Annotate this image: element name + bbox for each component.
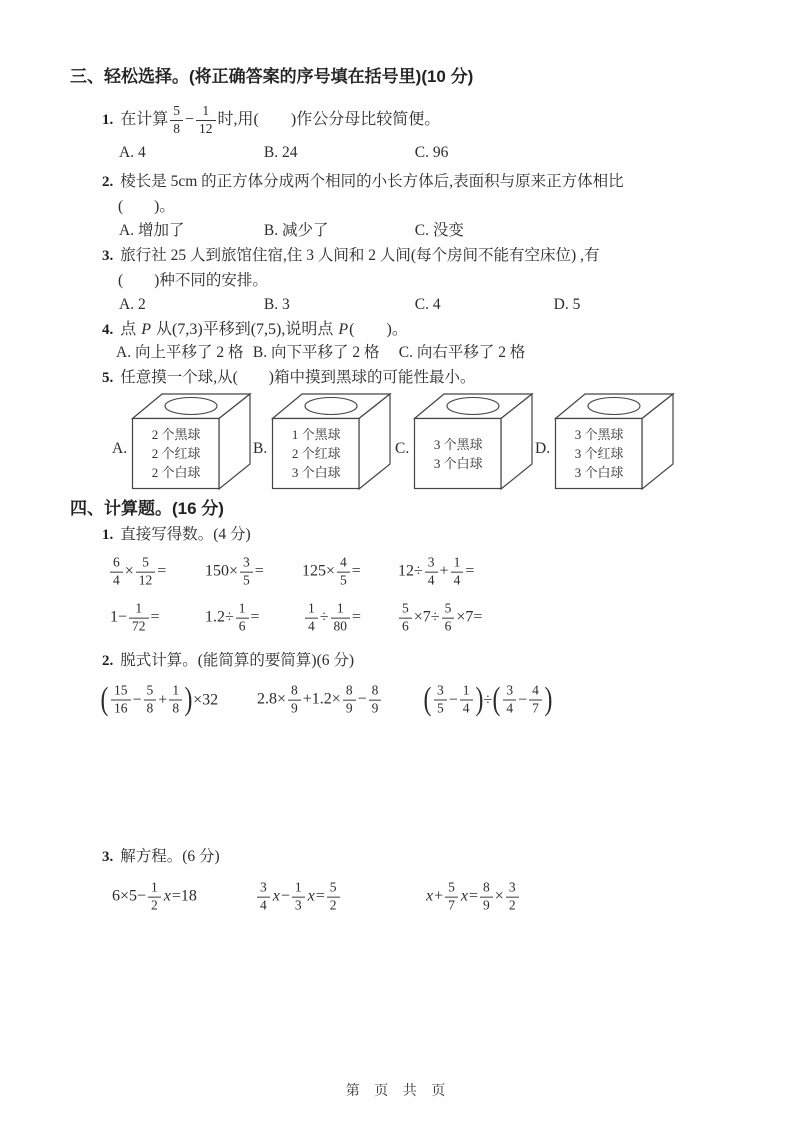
ball-box-cube — [271, 392, 393, 490]
math-text: = — [254, 563, 264, 580]
math-text: = — [352, 609, 362, 626]
denominator: 8 — [170, 120, 183, 137]
option: B. 24 — [263, 144, 298, 161]
fraction — [337, 556, 350, 589]
numerator: 8 — [345, 682, 353, 698]
box-line: 3 个红球 — [574, 446, 624, 461]
math-text: 2.8× — [257, 691, 287, 708]
fraction — [136, 556, 156, 589]
question-1-text — [120, 104, 440, 137]
option: B. 减少了 — [263, 222, 329, 239]
denominator: 4 — [257, 897, 270, 914]
denominator: 9 — [288, 700, 301, 717]
fraction — [144, 684, 157, 717]
sub-question-1-label: 直接写得数。(4 分) — [120, 526, 251, 543]
numerator: 3 — [260, 879, 267, 895]
option: A. 增加了 — [119, 222, 185, 239]
denominator: 4 — [110, 572, 123, 589]
numerator: 15 — [114, 682, 128, 698]
fraction — [305, 602, 318, 635]
question-4-options — [116, 342, 793, 364]
math-text: ÷ — [319, 609, 329, 626]
sub-question-3-number: 3. — [102, 849, 114, 865]
fraction — [240, 556, 253, 589]
fraction — [111, 684, 131, 717]
expression — [112, 881, 197, 914]
math-text: 125× — [302, 563, 336, 580]
numerator: 5 — [448, 879, 455, 895]
question-2-number: 2. — [102, 174, 114, 190]
numerator: 3 — [243, 554, 250, 570]
fraction — [451, 556, 464, 589]
math-text: = — [315, 888, 325, 905]
math-text: 在计算 — [120, 111, 169, 128]
math-text: 从(7,3)平移到(7,5),说明点 — [152, 321, 338, 338]
box-label: B. — [253, 440, 268, 457]
fraction — [425, 556, 438, 589]
question-1 — [102, 98, 793, 142]
box-contents — [415, 419, 501, 488]
question-4-number: 4. — [102, 322, 114, 338]
math-text: ( )。 — [349, 321, 408, 338]
ball-box-cube — [131, 392, 253, 490]
box-line: 2 个红球 — [151, 446, 201, 461]
numerator: 1 — [202, 102, 210, 118]
question-5 — [102, 366, 793, 390]
section-3-heading: 三、轻松选择。(将正确答案的序号填在括号里)(10 分) — [70, 67, 474, 86]
direct-calc-row-1 — [0, 549, 793, 595]
math-text: = — [351, 563, 361, 580]
fraction — [445, 881, 458, 914]
denominator: 12 — [136, 572, 156, 589]
variable: x — [163, 888, 171, 905]
big-paren: ) — [184, 681, 193, 718]
question-2-text: 棱长是 5cm 的正方体分成两个相同的小长方体后,表面积与原来正方体相比 — [120, 173, 624, 190]
denominator: 2 — [506, 897, 519, 914]
fraction — [236, 602, 249, 635]
fraction — [169, 684, 182, 717]
expression — [100, 681, 219, 718]
fraction — [369, 684, 382, 717]
numerator: 1 — [336, 600, 344, 616]
math-text: 1.2÷ — [205, 609, 234, 626]
option: B. 向下平移了 2 格 — [252, 344, 380, 361]
numerator: 1 — [294, 879, 302, 895]
fraction — [288, 684, 301, 717]
fraction — [399, 602, 412, 635]
option: C. 4 — [414, 296, 441, 313]
denominator: 4 — [460, 700, 473, 717]
box-label: D. — [535, 440, 551, 457]
denominator: 12 — [196, 120, 216, 137]
numerator: 5 — [329, 879, 337, 895]
fraction — [480, 881, 493, 914]
sub-question-3 — [102, 845, 793, 869]
numerator: 3 — [437, 682, 444, 698]
question-2-continuation: ( )。 — [118, 198, 175, 215]
math-text: − — [518, 691, 528, 708]
question-3-number: 3. — [102, 248, 114, 264]
math-text: + — [439, 563, 449, 580]
numerator: 5 — [146, 682, 154, 698]
math-text: × — [124, 563, 134, 580]
denominator: 6 — [399, 618, 412, 635]
big-paren: ( — [100, 681, 109, 718]
math-text: − — [357, 691, 367, 708]
expression — [205, 556, 264, 589]
math-text: = — [157, 563, 167, 580]
denominator: 72 — [129, 618, 149, 635]
denominator: 4 — [425, 572, 438, 589]
box-line: 2 个红球 — [291, 446, 341, 461]
math-text: − — [280, 888, 290, 905]
denominator: 5 — [434, 700, 447, 717]
denominator: 8 — [144, 700, 157, 717]
ball-boxes-row — [0, 392, 793, 494]
ball-box-cube — [413, 392, 535, 490]
ball-box-cube — [554, 392, 676, 490]
work-space — [0, 725, 793, 845]
denominator: 8 — [169, 700, 182, 717]
sub-question-1 — [102, 523, 793, 547]
variable: x — [426, 888, 434, 905]
option: B. 3 — [263, 296, 290, 313]
equations-row — [0, 871, 793, 923]
denominator: 4 — [503, 700, 516, 717]
denominator: 2 — [148, 897, 161, 914]
big-paren: ) — [475, 681, 483, 718]
math-text: − — [132, 691, 142, 708]
fraction — [327, 881, 340, 914]
fraction — [148, 881, 161, 914]
math-text: 点 — [120, 321, 141, 338]
numerator: 3 — [508, 879, 516, 895]
fraction — [503, 684, 516, 717]
box-contents — [273, 419, 359, 488]
numerator: 5 — [444, 600, 452, 616]
expression — [257, 684, 383, 717]
sub-question-3-label: 解方程。(6 分) — [120, 848, 220, 865]
numerator: 8 — [291, 682, 298, 698]
numerator: 8 — [483, 879, 490, 895]
denominator: 6 — [236, 618, 249, 635]
question-4-text — [120, 321, 408, 338]
denominator: 3 — [292, 897, 305, 914]
box-contents — [133, 419, 219, 488]
page-footer: 第 页 共 页 — [345, 1084, 448, 1099]
fraction — [331, 602, 351, 635]
question-3-continuation: ( )种不同的安排。 — [118, 272, 268, 289]
math-text: = — [465, 563, 475, 580]
box-line: 2 个白球 — [151, 465, 201, 480]
numerator: 5 — [402, 600, 409, 616]
fraction — [292, 881, 305, 914]
sub-question-2 — [102, 649, 793, 673]
sub-question-1-number: 1. — [102, 527, 114, 543]
expression — [423, 681, 553, 718]
question-3-options — [119, 294, 793, 316]
option: C. 没变 — [414, 222, 464, 239]
option: D. 5 — [553, 296, 581, 313]
box-line: 2 个黑球 — [151, 427, 201, 442]
question-3-text: 旅行社 25 人到旅馆住宿,住 3 人间和 2 人间(每个房间不能有空床位) ,有 — [120, 247, 600, 264]
expression — [255, 881, 342, 914]
big-paren: ( — [492, 681, 501, 718]
expression — [398, 556, 474, 589]
denominator: 7 — [445, 897, 458, 914]
box-contents — [556, 419, 642, 488]
fraction — [506, 881, 519, 914]
fraction — [257, 881, 270, 914]
denominator: 5 — [337, 572, 350, 589]
numerator: 1 — [151, 879, 158, 895]
denominator: 6 — [442, 618, 455, 635]
math-text: ×7÷ — [413, 609, 440, 626]
math-text: = — [150, 609, 160, 626]
denominator: 4 — [305, 618, 318, 635]
math-text: ×32 — [193, 691, 219, 708]
box-label: C. — [395, 440, 410, 457]
math-text: − — [185, 111, 195, 128]
box-label: A. — [112, 440, 128, 457]
math-text: 12÷ — [398, 563, 423, 580]
math-text: 150× — [205, 563, 239, 580]
option: C. 向右平移了 2 格 — [398, 344, 526, 361]
question-5-text: 任意摸一个球,从( )箱中摸到黑球的可能性最小。 — [120, 369, 476, 386]
fraction — [434, 684, 447, 717]
fraction — [129, 602, 149, 635]
fraction — [529, 684, 542, 717]
math-text: 时,用( )作公分母比较简便。 — [217, 111, 441, 128]
expression — [425, 881, 521, 914]
denominator: 7 — [529, 700, 542, 717]
variable: P — [338, 321, 349, 338]
numerator: 5 — [173, 102, 181, 118]
expression — [303, 602, 361, 635]
math-text: − — [448, 691, 458, 708]
denominator: 4 — [451, 572, 464, 589]
expression — [108, 556, 166, 589]
big-paren: ) — [544, 681, 553, 718]
question-3 — [102, 244, 793, 268]
numerator: 4 — [340, 554, 347, 570]
numerator: 3 — [506, 682, 514, 698]
numerator: 1 — [462, 682, 470, 698]
denominator: 9 — [369, 700, 382, 717]
denominator: 5 — [240, 572, 253, 589]
box-line: 1 个黑球 — [291, 427, 341, 442]
big-paren: ( — [423, 681, 432, 718]
option: A. 2 — [119, 296, 146, 313]
numerator: 6 — [113, 554, 120, 570]
numerator: 1 — [308, 600, 315, 616]
numerator: 4 — [532, 682, 539, 698]
math-text: ÷ — [483, 691, 493, 708]
expression — [205, 602, 260, 635]
fraction — [460, 684, 473, 717]
math-text: =18 — [171, 888, 197, 905]
box-line: 3 个黑球 — [574, 427, 624, 442]
variable: P — [141, 321, 152, 338]
math-text: 1− — [110, 609, 128, 626]
math-text: 6×5− — [112, 888, 147, 905]
ball-box-c — [395, 392, 535, 490]
numerator: 8 — [371, 682, 379, 698]
fraction — [110, 556, 123, 589]
denominator: 9 — [343, 700, 356, 717]
option: A. 向上平移了 2 格 — [116, 344, 244, 361]
math-text: ×7= — [456, 609, 483, 626]
math-text: +1.2× — [302, 691, 341, 708]
question-5-number: 5. — [102, 370, 114, 386]
question-2 — [102, 170, 793, 194]
question-1-options — [119, 142, 793, 164]
denominator: 16 — [111, 700, 131, 717]
expression — [302, 556, 361, 589]
question-2-options — [119, 220, 793, 242]
question-1-number: 1. — [102, 112, 114, 128]
fraction — [442, 602, 455, 635]
box-line: 3 个白球 — [574, 465, 624, 480]
numerator: 1 — [453, 554, 461, 570]
question-4 — [102, 318, 793, 342]
denominator: 9 — [480, 897, 493, 914]
sub-question-2-number: 2. — [102, 653, 114, 669]
math-text: × — [494, 888, 504, 905]
math-text: + — [158, 691, 168, 708]
box-line: 3 个黑球 — [433, 436, 483, 452]
denominator: 2 — [327, 897, 340, 914]
numerator: 3 — [427, 554, 435, 570]
variable: x — [272, 888, 280, 905]
ball-box-a — [112, 392, 253, 490]
fraction — [343, 684, 356, 717]
denominator: 80 — [331, 618, 351, 635]
option: A. 4 — [119, 144, 146, 161]
fraction — [196, 104, 216, 137]
expression — [397, 602, 482, 635]
sub-question-2-label: 脱式计算。(能简算的要简算)(6 分) — [120, 652, 355, 669]
fraction — [170, 104, 183, 137]
box-line: 3 个白球 — [433, 455, 483, 471]
step-calc-row — [0, 675, 793, 725]
variable: x — [307, 888, 315, 905]
option: C. 96 — [414, 144, 449, 161]
expression — [110, 602, 160, 635]
section-4-heading: 四、计算题。(16 分) — [70, 499, 224, 518]
direct-calc-row-2 — [0, 595, 793, 641]
numerator: 1 — [172, 682, 180, 698]
ball-box-b — [253, 392, 393, 490]
numerator: 1 — [135, 600, 143, 616]
box-line: 3 个白球 — [291, 465, 341, 480]
math-text: = — [469, 888, 479, 905]
variable: x — [460, 888, 468, 905]
numerator: 5 — [142, 554, 149, 570]
ball-box-d — [535, 392, 676, 490]
math-text: + — [434, 888, 444, 905]
numerator: 1 — [238, 600, 246, 616]
math-text: = — [250, 609, 260, 626]
